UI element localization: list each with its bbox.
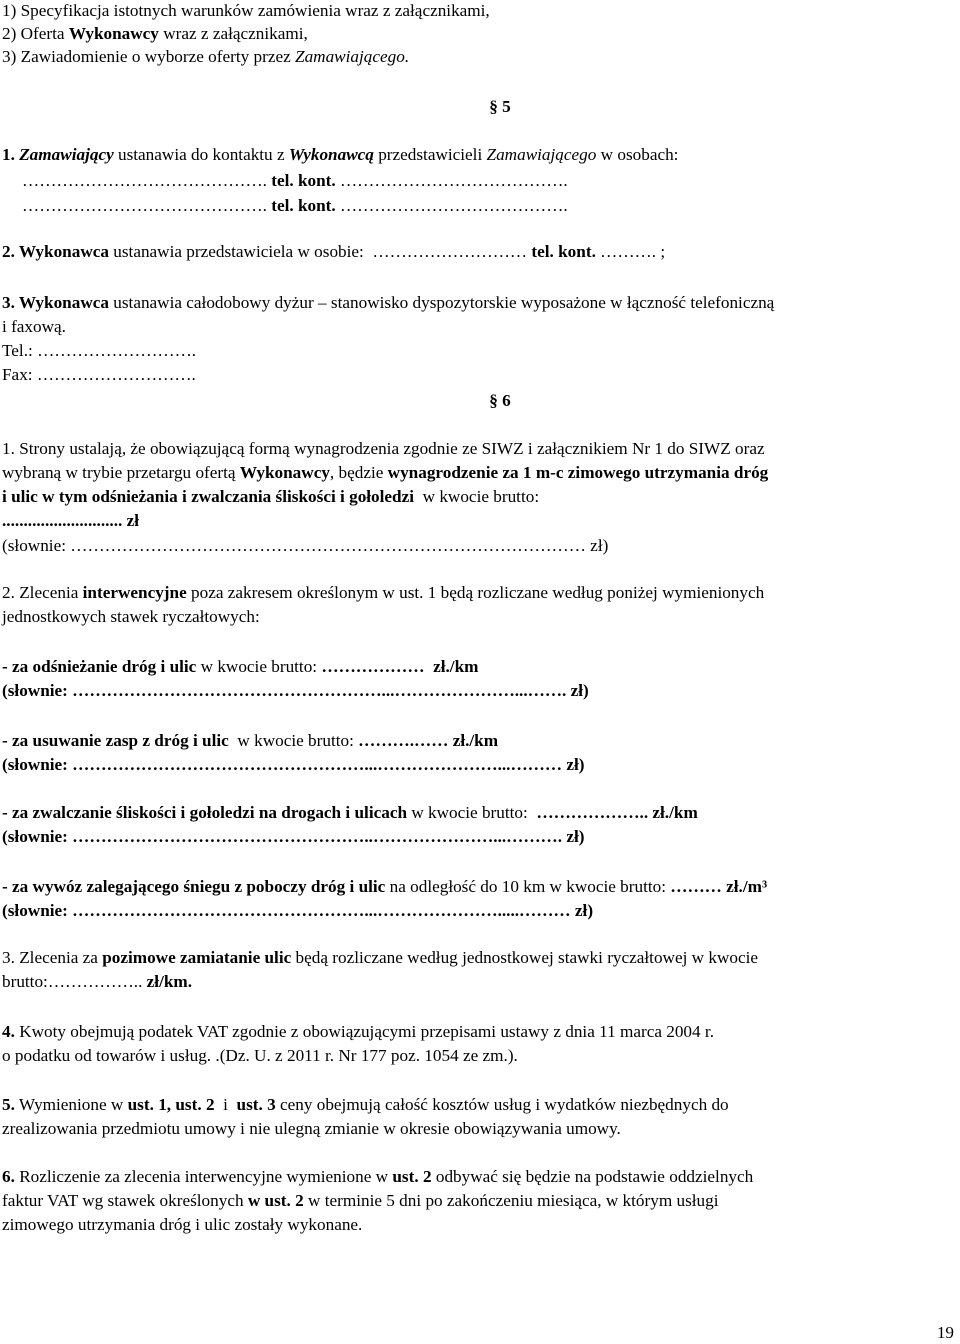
s6-p6-num: 6.	[2, 1167, 15, 1186]
s5-p1-zamawiajacego: Zamawiającego	[486, 145, 597, 164]
s6-p6-line-2	[2, 1190, 719, 1212]
s6-p5-a5: ust. 3	[236, 1095, 276, 1114]
s6-rate-3-words: (słownie: ……………………………………………..…………………...………. zł)	[2, 827, 585, 846]
s5-p1-zamawiajacy: Zamawiający	[19, 145, 114, 164]
s6-rate-4-words: (słownie: ……………………………………………...………………….....……… zł)	[2, 901, 594, 920]
s6-rate-4-c: ……… zł./m³	[670, 877, 768, 896]
s6-rate-3-c: ……………….. zł./km	[532, 803, 698, 822]
s6-p3-b1: brutto:……………..	[2, 972, 147, 991]
s6-p1-line-2	[2, 462, 768, 484]
s6-rate-3-b: w kwocie brutto:	[407, 803, 533, 822]
s6-p4-line-1	[2, 1021, 714, 1043]
s6-p2-a1: 2. Zlecenia	[2, 583, 83, 602]
s5-p1-num: 1.	[2, 145, 20, 164]
s6-p1-c2: w kwocie brutto:	[414, 487, 540, 506]
s6-p5-num: 5.	[2, 1095, 15, 1114]
s5-p1-f: w osobach:	[596, 145, 679, 164]
s6-rate-2-b: w kwocie brutto:	[228, 731, 359, 750]
s6-p5-line-2: zrealizowania przedmiotu umowy i nie ulegną zmianie w okresie obowiązywania umowy.	[2, 1119, 621, 1138]
s5-p1-b: ustanawia do kontaktu z	[113, 145, 289, 164]
s6-rate-1-c: ……………… zł./km	[321, 657, 479, 676]
s6-p1-b2: Wykonawcy	[239, 463, 330, 482]
s6-p2-a2: interwencyjne	[82, 583, 187, 602]
s5-p2	[2, 241, 665, 263]
s5-p2-tel: tel. kont.	[531, 242, 596, 261]
s5-p3-line-1	[2, 292, 774, 314]
page-number: 19	[936, 1323, 954, 1342]
s6-p5-a3: ust. 1, ust. 2	[127, 1095, 215, 1114]
s5-row1-dots: …………………………………….	[22, 171, 272, 190]
s6-rate-3	[2, 802, 698, 824]
s6-rate-2-words: (słownie: ……………………………………………...…………………...……… zł)	[2, 755, 585, 774]
intro-line-3-a: 3) Zawiadomienie o wyborze oferty przez	[2, 47, 296, 66]
s5-tel: Tel.: ……………………….	[2, 341, 197, 360]
s6-p1-b4: wynagrodzenie za 1 m-c zimowego utrzymania dróg	[387, 463, 769, 482]
intro-line-2-b: Wykonawcy	[68, 24, 159, 43]
s6-p6-line-3: zimowego utrzymania dróg i ulic zostały wykonane.	[2, 1215, 363, 1234]
s6-p5-line-1	[2, 1094, 729, 1116]
s6-p6-b3: w terminie 5 dni po zakończeniu miesiąca, w którym usługi	[303, 1191, 719, 1210]
s6-rate-2	[2, 730, 498, 752]
s5-p1	[2, 144, 678, 166]
s5-p1-wykonawca: Wykonawcą	[288, 145, 374, 164]
s5-p3-num: 3. Wykonawca	[2, 293, 109, 312]
s6-p4-a2: Kwoty obejmują podatek VAT zgodnie z obowiązującymi przepisami ustawy z dnia 11 marca 2004 r.	[14, 1022, 714, 1041]
s5-p2-c: ………. ;	[595, 242, 666, 261]
s6-rate-4-a: - za wywóz zalegającego śniegu z poboczy dróg i ulic	[2, 877, 386, 896]
s5-fax: Fax: ……………………….	[2, 365, 196, 384]
s6-p6-line-1	[2, 1166, 753, 1188]
s6-p1-c1: i ulic w tym odśnieżania i zwalczania śliskości i gołoledzi	[2, 487, 415, 506]
s6-p5-a2: Wymienione w	[14, 1095, 128, 1114]
s6-rate-2-a: - za usuwanie zasp z dróg i ulic	[2, 731, 229, 750]
s5-row2-tel: tel. kont.	[271, 196, 336, 215]
s5-contact-row-1	[22, 170, 568, 192]
intro-line-3-b: Zamawiającego.	[295, 47, 410, 66]
s6-p3-line-2	[2, 971, 192, 993]
s6-p6-a4: odbywać się będzie na podstawie oddzielnych	[431, 1167, 754, 1186]
s6-p4-num: 4.	[2, 1022, 15, 1041]
s6-rate-1-words: (słownie: ………………………………………………...…………………...……. zł)	[2, 681, 589, 700]
s5-p2-num: 2. Wykonawca	[2, 242, 109, 261]
s6-p1-line-3	[2, 486, 539, 508]
intro-line-2-c: wraz z załącznikami,	[158, 24, 308, 43]
s5-row2-dots-2: ………………………………….	[335, 196, 568, 215]
s6-p2-line-2: jednostkowych stawek ryczałtowych:	[2, 607, 260, 626]
s6-p1-words: (słownie: ……………………………………………………………………………… zł)	[2, 536, 609, 555]
s6-rate-2-c: ……….…… zł./km	[358, 731, 499, 750]
s6-p6-b2: w ust. 2	[247, 1191, 304, 1210]
s6-p4-line-2: o podatku od towarów i usług. .(Dz. U. z 2011 r. Nr 177 poz. 1054 ze zm.).	[2, 1046, 518, 1065]
section-6-heading: § 6	[489, 391, 511, 410]
s5-p1-d: przedstawicieli	[373, 145, 487, 164]
intro-line-3	[2, 46, 409, 68]
s6-rate-1-a: - za odśnieżanie dróg i ulic	[2, 657, 197, 676]
s6-p1-line-1: 1. Strony ustalają, że obowiązującą formą wynagrodzenia zgodnie ze SIWZ i załącznikiem Nr 1 do SIWZ oraz	[2, 439, 765, 458]
s5-row2-dots: …………………………………….	[22, 196, 272, 215]
s6-rate-1	[2, 656, 478, 678]
s5-contact-row-2	[22, 195, 568, 217]
s6-p3-line-1	[2, 947, 758, 969]
s6-p3-b2: zł/km.	[146, 972, 193, 991]
s6-rate-4-b: na odległość do 10 km w kwocie brutto:	[385, 877, 671, 896]
intro-line-2-a: 2) Oferta	[2, 24, 69, 43]
s6-p1-amount: ............................ zł	[2, 511, 140, 530]
s6-p2-a3: poza zakresem określonym w ust. 1 będą rozliczane według poniżej wymienionych	[186, 583, 765, 602]
s6-p2-line-1	[2, 582, 764, 604]
s6-p6-b1: faktur VAT wg stawek określonych	[2, 1191, 248, 1210]
s6-rate-4	[2, 876, 767, 898]
intro-line-1: 1) Specyfikacja istotnych warunków zamówienia wraz z załącznikami,	[2, 1, 490, 20]
s5-p3-a: ustanawia całodobowy dyżur – stanowisko dyspozytorskie wyposażone w łączność telefoniczną	[108, 293, 775, 312]
s6-p3-a1: 3. Zlecenia za	[2, 948, 103, 967]
s6-p6-a2: Rozliczenie za zlecenia interwencyjne wymienione w	[14, 1167, 393, 1186]
s6-p5-a6: ceny obejmują całość kosztów usług i wydatków niezbędnych do	[275, 1095, 729, 1114]
s6-p3-a2: pozimowe zamiatanie ulic	[102, 948, 292, 967]
s5-p3-line-2: i faxową.	[2, 317, 66, 336]
section-5-heading: § 5	[489, 97, 511, 116]
s6-p1-b1: wybraną w trybie przetargu ofertą	[2, 463, 240, 482]
s5-p2-a: ustanawia przedstawiciela w osobie: ………………………	[108, 242, 532, 261]
intro-line-2	[2, 23, 308, 45]
s6-p1-b3: , będzie	[329, 463, 388, 482]
s5-row1-tel: tel. kont.	[271, 171, 336, 190]
s6-rate-1-b: w kwocie brutto:	[196, 657, 322, 676]
s6-rate-3-a: - za zwalczanie śliskości i gołoledzi na drogach i ulicach	[2, 803, 408, 822]
s6-p6-a3: ust. 2	[392, 1167, 432, 1186]
s6-p3-a3: będą rozliczane według jednostkowej stawki ryczałtowej w kwocie	[291, 948, 758, 967]
s5-row1-dots-2: ………………………………….	[335, 171, 568, 190]
s6-p5-a4: i	[214, 1095, 237, 1114]
